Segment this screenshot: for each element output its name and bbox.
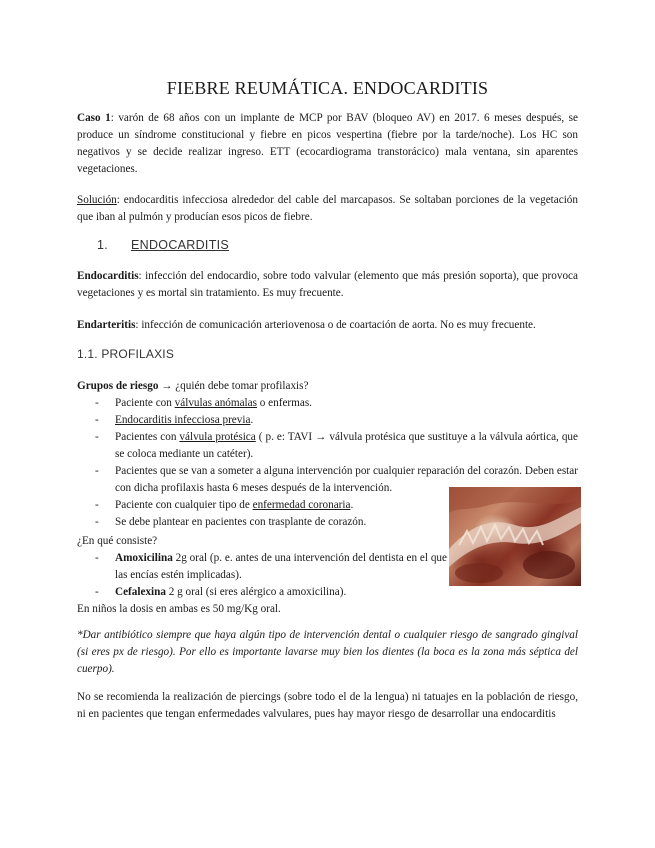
subsection-heading-profilaxis: 1.1. PROFILAXIS (77, 347, 175, 361)
caso-label: Caso 1 (77, 112, 111, 124)
note-paragraph: *Dar antibiótico siempre que haya algún tipo de intervención dental o cualquier riesgo de sangrado gingival (si eres px de riesgo). Por ello es importante lavarse muy bien los dientes (la boca es la zona más séptica del cuerpo). (77, 629, 578, 675)
endocarditis-term: Endocarditis (77, 270, 139, 282)
list-item: - Amoxicilina 2g oral (p. e. antes de una intervención del dentista en el que las encías estén implicadas). (77, 550, 447, 584)
list-item: - Paciente con válvulas anómalas o enfermas. (77, 395, 578, 412)
caso-paragraph (77, 110, 578, 178)
section-title: ENDOCARDITIS (131, 238, 230, 252)
list-item: - Cefalexina 2 g oral (si eres alérgico a amoxicilina). (77, 584, 447, 601)
consiste-question: ¿En qué consiste? (77, 535, 158, 547)
list-item: - Endocarditis infecciosa previa. (77, 412, 578, 429)
antibiotics-list (77, 550, 447, 601)
ninos-dose: En niños la dosis en ambas es 50 mg/Kg oral. (77, 603, 281, 615)
consiste-block (77, 533, 447, 618)
endarteritis-term: Endarteritis (77, 319, 136, 331)
endarteritis-paragraph (77, 317, 578, 334)
list-item: - Se debe plantear en pacientes con trasplante de corazón. (77, 514, 448, 531)
grupos-question: → ¿quién debe tomar profilaxis? (158, 380, 309, 392)
endarteritis-text: : infección de comunicación arteriovenosa o de coartación de aorta. No es muy frecuente. (135, 319, 536, 331)
heart-valve-photo (449, 487, 581, 586)
caso-text: : varón de 68 años con un implante de MCP por BAV (bloqueo AV) en 2017. 6 meses después, se produce un síndrome constitucional y fiebre en picos vespertina (fiebre por la tarde/noche). Los HC son negativos y se decide realizar ingreso. ETT (ecocardiograma transtorácico) mala ventana, sin aparentes vegetaciones. (77, 112, 578, 175)
solucion-label: Solución (77, 194, 117, 206)
piercings-paragraph: No se recomienda la realización de piercings (sobre todo el de la lengua) ni tatuajes en la población de riesgo, ni en pacientes que tengan enfermedades valvulares, pues hay mayor riesgo de desarrollar una endocarditis (77, 691, 578, 720)
section-number: 1. (97, 238, 109, 252)
list-item: - Paciente con cualquier tipo de enfermedad coronaria. (77, 497, 448, 514)
solucion-text: : endocarditis infecciosa alrededor del cable del marcapasos. Se soltaban porciones de la vegetación que iban al pulmón y producían esos picos de fiebre. (77, 194, 578, 223)
page-title: FIEBRE REUMÁTICA. ENDOCARDITIS (166, 78, 489, 98)
solucion-paragraph (77, 192, 578, 226)
endocarditis-text: : infección del endocardio, sobre todo valvular (elemento que más presión soporta), que provoca vegetaciones y es mortal sin tratamiento. Es muy frecuente. (77, 270, 578, 299)
section-heading-endocarditis (77, 238, 578, 252)
heart-valve-illustration (449, 487, 581, 586)
list-item: - Pacientes con válvula protésica ( p. e: TAVI → válvula protésica que sustituye a la válvula aórtica, que se coloca mediante un catéter). (77, 429, 578, 463)
grupos-label: Grupos de riesgo (77, 380, 159, 392)
endocarditis-paragraph (77, 268, 578, 302)
list-item: - Pacientes que se van a someter a alguna intervención por cualquier reparación del corazón. Deben estar con dicha profilaxis hasta 6 meses después de la intervención. (77, 463, 578, 497)
